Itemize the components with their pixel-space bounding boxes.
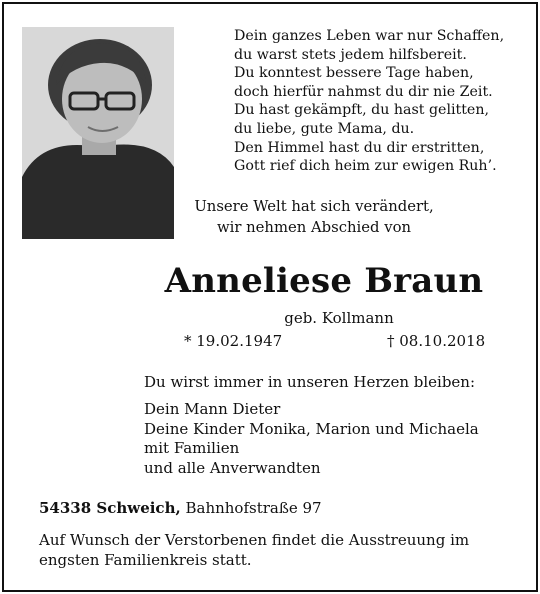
poem-line: Du konntest bessere Tage haben, [234, 65, 474, 82]
poem-line: Den Himmel hast du dir erstritten, [234, 139, 485, 156]
note-line: engsten Familienkreis statt. [39, 551, 252, 569]
mourner-line: und alle Anverwandten [144, 458, 321, 477]
mourner-line: mit Familien [144, 439, 240, 457]
poem-line: doch hierfür nahmst du dir nie Zeit. [234, 83, 493, 100]
mourners-list [144, 400, 479, 478]
obituary-notice [2, 2, 538, 592]
address-city: 54338 Schweich, [39, 499, 181, 517]
poem-line: Dein ganzes Leben war nur Schaffen, [234, 28, 505, 44]
birth-date: * 19.02.1947 [184, 332, 283, 350]
poem-line: du warst stets jedem hilfsbereit. [234, 46, 467, 63]
poem [234, 27, 504, 176]
farewell-intro [184, 196, 444, 238]
address-street: Bahnhofstraße 97 [185, 499, 322, 517]
portrait-photo [22, 27, 174, 239]
remembrance-line: Du wirst immer in unseren Herzen bleiben: [144, 373, 476, 391]
mourner-line: Deine Kinder Monika, Marion und Michaela [144, 419, 479, 438]
poem-line: du liebe, gute Mama, du. [234, 120, 415, 137]
intro-line: wir nehmen Abschied von [216, 219, 412, 236]
poem-line: Du hast gekämpft, du hast gelitten, [234, 102, 489, 119]
note-line: Auf Wunsch der Verstorbenen findet die Ausstreuung im [39, 531, 470, 549]
deceased-name: Anneliese Braun [164, 261, 484, 301]
mourner-line: Dein Mann Dieter [144, 400, 281, 418]
family-address [39, 498, 322, 518]
poem-line: Gott rief dich heim zur ewigen Ruh’. [234, 158, 497, 175]
intro-line: Unsere Welt hat sich verändert, [194, 198, 434, 215]
death-date: † 08.10.2018 [387, 332, 486, 350]
portrait-image [22, 27, 174, 239]
birth-name: geb. Kollmann [284, 309, 394, 327]
funeral-note [39, 530, 519, 570]
